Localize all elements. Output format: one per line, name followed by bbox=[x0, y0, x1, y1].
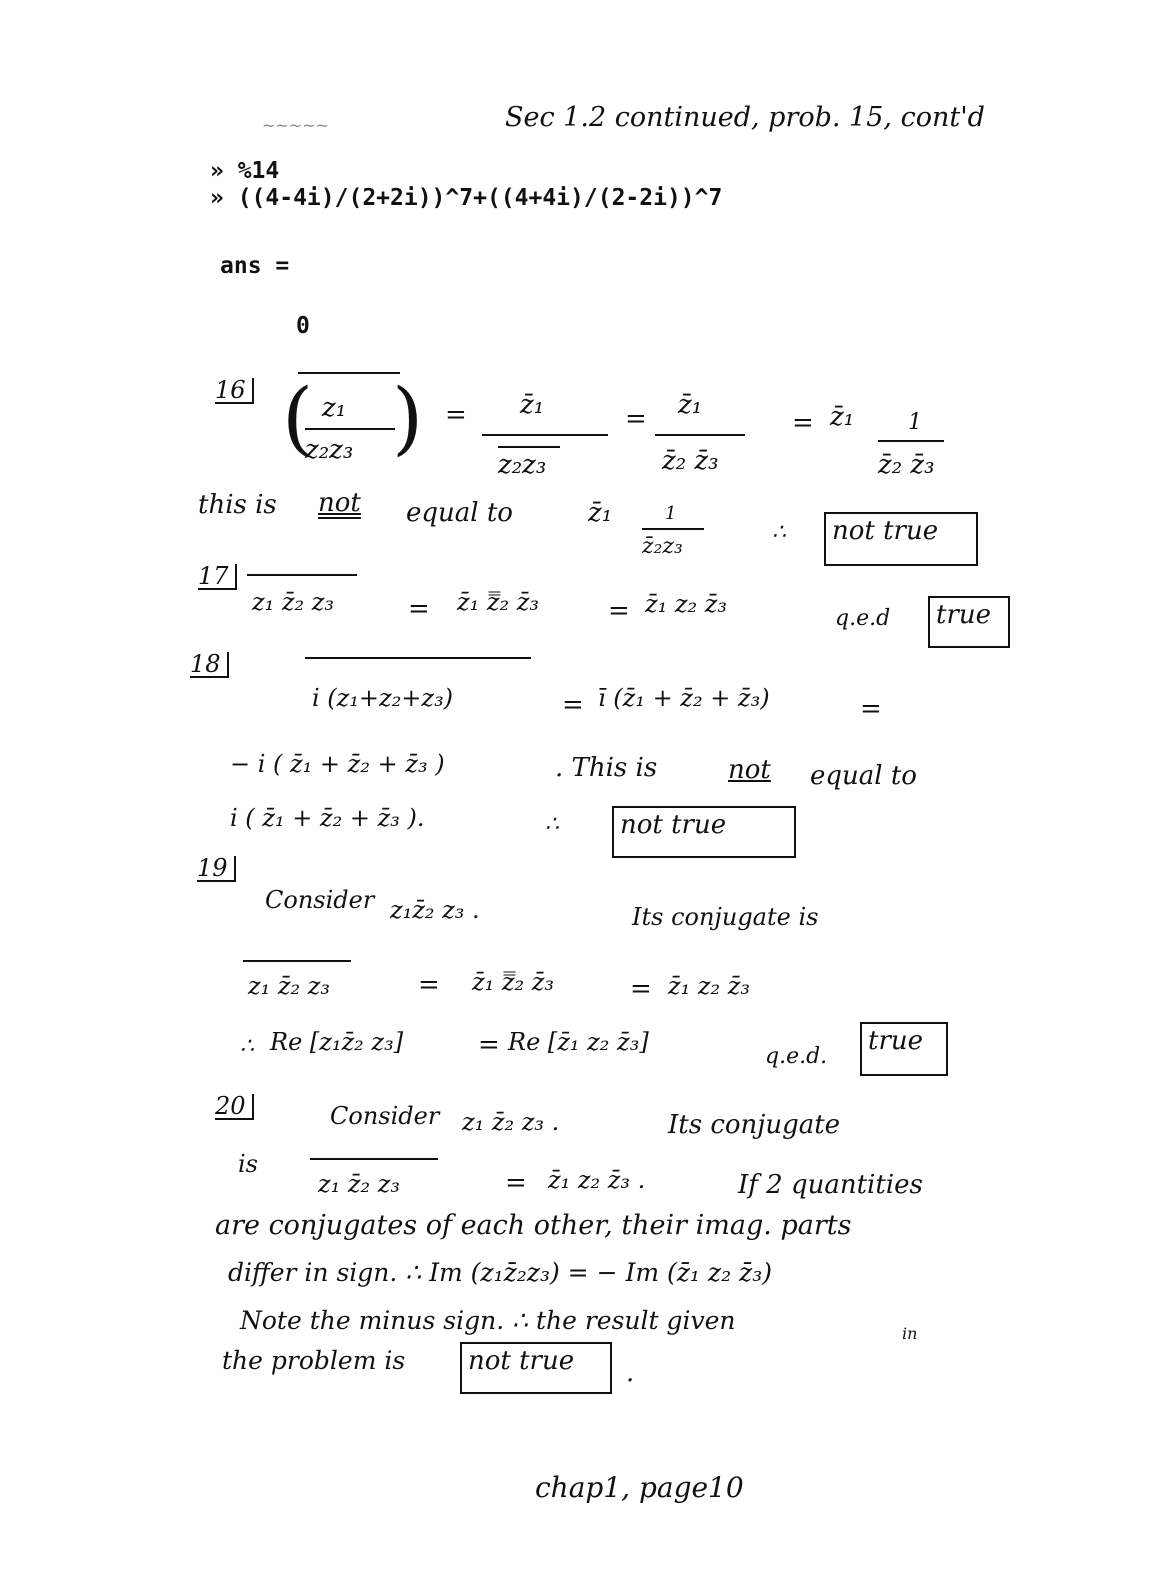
problem-20-overline bbox=[310, 1158, 438, 1160]
problem-19-eq1: = bbox=[418, 970, 440, 1000]
page-footer: chap1, page10 bbox=[535, 1471, 744, 1504]
problem-19-expr: z₁z̄₂ z₃ . bbox=[390, 896, 480, 924]
problem-20-its-conjugate: Its conjugate bbox=[668, 1110, 841, 1140]
problem-18-line2: − i ( z̄₁ + z̄₂ + z̄₃ ) bbox=[230, 750, 445, 778]
problem-20-line4: differ in sign. ∴ Im (z₁z̄₂z₃) = − Im (z̄₁ z₂ z̄₃) bbox=[228, 1258, 772, 1287]
problem-20-line6: the problem is bbox=[222, 1346, 406, 1375]
problem-20-period: . bbox=[626, 1358, 635, 1388]
problem-17-rhs: z̄₁ z₂ z̄₃ bbox=[645, 590, 728, 618]
problem-16-frac1-bar bbox=[305, 428, 395, 430]
problem-16-therefore: ∴ bbox=[772, 520, 786, 545]
problem-20-eq1: = bbox=[505, 1168, 527, 1198]
problem-16-paren-close: ) bbox=[392, 371, 424, 464]
problem-17-mid: z̄₁ z̿₂ z̄₃ bbox=[457, 588, 540, 616]
problem-20-expr: z₁ z̄₂ z₃ . bbox=[462, 1108, 560, 1136]
problem-19-re-right: Re [z̄₁ z₂ z̄₃] bbox=[508, 1028, 649, 1056]
problem-20-line3: are conjugates of each other, their imag. parts bbox=[215, 1210, 852, 1241]
problem-19-eq3: = bbox=[478, 1030, 500, 1060]
problem-20-line5-in: in bbox=[902, 1324, 918, 1343]
problem-19-its-conjugate: Its conjugate is bbox=[632, 903, 819, 931]
problem-16-number: 16 bbox=[215, 378, 254, 404]
problem-20-if-quantities: If 2 quantities bbox=[738, 1170, 923, 1200]
problem-16-frac1-den: z₂z₃ bbox=[305, 435, 354, 465]
problem-19-answer-box: true bbox=[860, 1022, 948, 1076]
problem-16-eq1: = bbox=[445, 400, 467, 430]
matlab-ans-value: 0 bbox=[296, 313, 310, 339]
matlab-prompt-comment: » %14 bbox=[210, 158, 280, 184]
problem-16-z1-bar: z̄₁ bbox=[588, 498, 613, 528]
problem-19-therefore: ∴ bbox=[240, 1034, 254, 1059]
problem-18-overline bbox=[305, 657, 531, 659]
problem-16-frac1-num: z₁ bbox=[322, 393, 347, 423]
problem-18-number: 18 bbox=[190, 652, 229, 678]
problem-17-lhs: z₁ z̄₂ z₃ bbox=[252, 588, 335, 616]
problem-19-overline bbox=[243, 960, 351, 962]
problem-19-lhs: z₁ z̄₂ z₃ bbox=[248, 972, 331, 1000]
problem-17-overline bbox=[247, 574, 357, 576]
problem-20-consider: Consider bbox=[330, 1102, 440, 1130]
problem-16-frac5-den: z̄₂z₃ bbox=[642, 534, 683, 559]
problem-18-text: . This is bbox=[555, 753, 658, 783]
problem-19-eq2: = bbox=[630, 974, 652, 1004]
problem-17-qed: q.e.d bbox=[835, 606, 891, 631]
problem-18-eq1: = bbox=[562, 690, 584, 720]
problem-19-consider: Consider bbox=[265, 886, 375, 914]
problem-16-overline bbox=[298, 372, 400, 374]
problem-16-frac4-den: z̄₂ z̄₃ bbox=[878, 450, 935, 480]
problem-16-frac3-bar bbox=[655, 434, 745, 436]
problem-18-answer-box: not true bbox=[612, 806, 796, 858]
problem-16-frac5-bar bbox=[642, 528, 704, 530]
problem-16-frac2-den-overline bbox=[498, 446, 560, 448]
problem-18-lhs: i (z₁+z₂+z₃) bbox=[312, 684, 454, 712]
problem-20-answer-box: not true bbox=[460, 1342, 612, 1394]
problem-16-frac3-den: z̄₂ z̄₃ bbox=[662, 446, 719, 476]
matlab-ans-label: ans = bbox=[220, 253, 290, 279]
problem-19-mid: z̄₁ z̿₂ z̄₃ bbox=[472, 968, 555, 996]
problem-16-text: this is bbox=[198, 490, 277, 520]
header-scribble: ~~~~~ bbox=[262, 116, 330, 135]
problem-19-number: 19 bbox=[197, 856, 236, 882]
problem-20-lhs: z₁ z̄₂ z₃ bbox=[318, 1170, 401, 1198]
problem-16-frac5-num: 1 bbox=[665, 503, 677, 524]
problem-16-frac4-num: 1 bbox=[908, 410, 922, 435]
problem-20-number: 20 bbox=[215, 1094, 254, 1120]
problem-20-rhs: z̄₁ z₂ z̄₃ . bbox=[548, 1166, 646, 1194]
problem-17-answer-box: true bbox=[928, 596, 1010, 648]
problem-17-eq2: = bbox=[608, 596, 630, 626]
page-header: Sec 1.2 continued, prob. 15, cont'd bbox=[505, 102, 985, 133]
problem-16-eq3: = bbox=[792, 408, 814, 438]
problem-17-number: 17 bbox=[198, 564, 237, 590]
problem-16-eq2: = bbox=[625, 404, 647, 434]
problem-19-re-left: Re [z₁z̄₂ z₃] bbox=[270, 1028, 404, 1056]
problem-20-is: is bbox=[238, 1150, 258, 1178]
problem-16-frac2-den: z₂z₃ bbox=[498, 450, 547, 480]
problem-19-rhs: z̄₁ z₂ z̄₃ bbox=[668, 972, 751, 1000]
problem-20-line5: Note the minus sign. ∴ the result given bbox=[240, 1306, 736, 1335]
problem-17-eq1: = bbox=[408, 594, 430, 624]
problem-16-frac2-bar bbox=[482, 434, 608, 436]
problem-16-frac3-num: z̄₁ bbox=[678, 390, 703, 420]
problem-16-equal-to: equal to bbox=[406, 498, 513, 528]
problem-16-paren-open: ( bbox=[282, 371, 314, 464]
matlab-prompt-command: » ((4-4i)/(2+2i))^7+((4+4i)/(2-2i))^7 bbox=[210, 185, 723, 211]
problem-18-therefore: ∴ bbox=[545, 812, 559, 837]
problem-16-not: not bbox=[318, 488, 361, 518]
problem-16-frac4-bar bbox=[878, 440, 944, 442]
problem-16-frac2-num: z̄₁ bbox=[520, 390, 545, 420]
problem-18-line3: i ( z̄₁ + z̄₂ + z̄₃ ). bbox=[230, 804, 425, 832]
problem-16-factor: z̄₁ bbox=[830, 402, 855, 432]
problem-18-mid: ī (z̄₁ + z̄₂ + z̄₃) bbox=[598, 684, 770, 712]
problem-18-not: not bbox=[728, 755, 771, 785]
problem-16-answer-box: not true bbox=[824, 512, 978, 566]
problem-18-eq2: = bbox=[860, 694, 882, 724]
problem-18-equal-to: equal to bbox=[810, 761, 917, 791]
problem-19-qed: q.e.d. bbox=[765, 1044, 828, 1069]
